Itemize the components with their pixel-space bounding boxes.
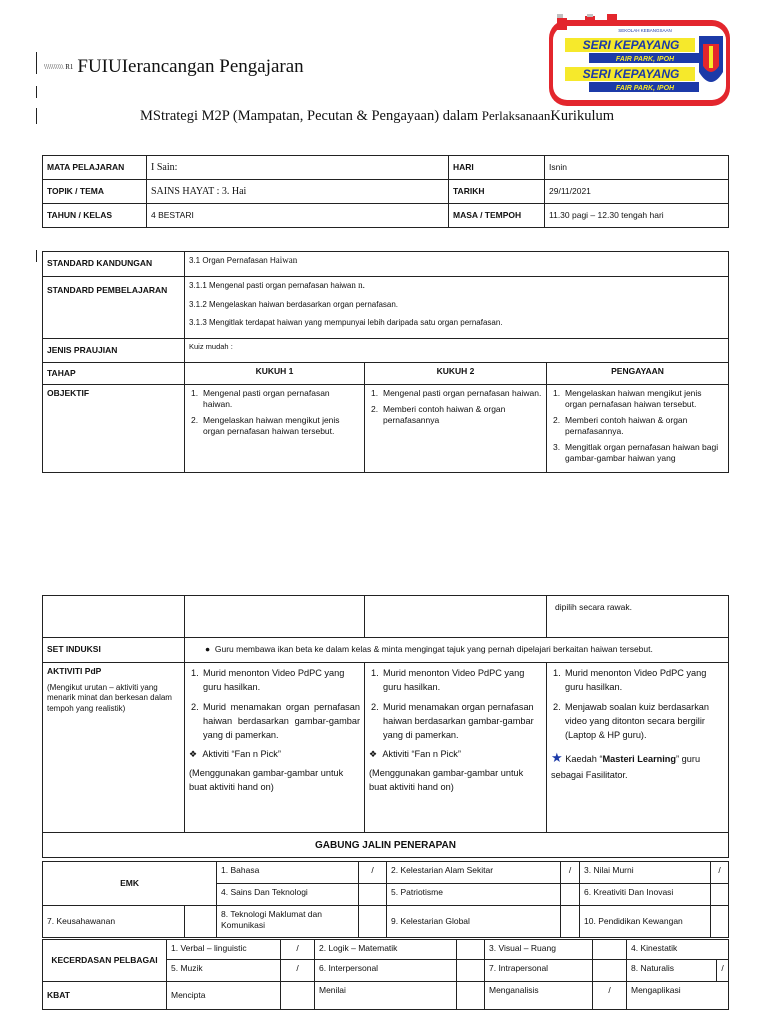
label-kecerdasan: KECERDASAN PELBAGAI xyxy=(43,940,167,982)
kp-item: 5. Muzik xyxy=(167,960,281,982)
emk-item: 8. Teknologi Maklumat dan Komunikasi xyxy=(217,906,359,938)
kp-item: 3. Visual – Ruang xyxy=(485,940,593,960)
label-mata-pelajaran: MATA PELAJARAN xyxy=(43,156,147,180)
info-table xyxy=(42,155,729,228)
kbat-item: Menilai xyxy=(315,982,457,1010)
diamond-icon: ❖ xyxy=(369,749,383,760)
doc-subtitle: MStrategi M2P (Mampatan, Pecutan & Pengayaan) dalam PerlaksanaanKurikulum xyxy=(140,108,614,124)
label-tahap: TAHAP xyxy=(43,363,185,385)
emk-table xyxy=(42,861,729,938)
kp-item: 8. Naturalis xyxy=(627,960,717,982)
label-emk: EMK xyxy=(43,862,217,906)
kp-item: 6. Interpersonal xyxy=(315,960,457,982)
kp-item: 4. Kinestatik xyxy=(627,940,729,960)
title-prefix: \\\\\\\\\\ R1 xyxy=(44,63,74,71)
kp-item: 2. Logik – Matematik xyxy=(315,940,457,960)
margin-bar xyxy=(36,108,37,124)
value-tarikh: 29/11/2021 xyxy=(545,180,729,204)
diamond-icon: ❖ xyxy=(189,749,203,760)
value-standard-pembelajaran: 3.1.1 Mengenal pasti organ pernafasan haiwan n. 3.1.2 Mengelaskan haiwan berdasarkan organ pernafasan. 3.1.3 Mengitlak terdapat haiwan yang mempunyai lebih daripada satu organ pernafasan. xyxy=(185,277,729,339)
emk-item: 3. Nilai Murni xyxy=(580,862,711,884)
cont-empty xyxy=(43,596,185,638)
label-objektif: OBJEKTIF xyxy=(43,385,185,473)
value-topik: SAINS HAYAT : 3. Hai xyxy=(147,180,449,204)
value-tahun: 4 BESTARI xyxy=(147,204,449,228)
value-jenis-praujian: Kuiz mudah : xyxy=(185,339,729,363)
cont-empty xyxy=(365,596,547,638)
tick-mark: / xyxy=(561,862,580,884)
margin-bar xyxy=(36,52,37,74)
label-topik: TOPIK / TEMA xyxy=(43,180,147,204)
cont-empty xyxy=(185,596,365,638)
label-tarikh: TARIKH xyxy=(449,180,545,204)
margin-bar xyxy=(36,86,37,98)
label-standard-kandungan: STANDARD KANDUNGAN xyxy=(43,252,185,277)
label-kbat: KBAT xyxy=(43,982,167,1010)
cont-text: dipilih secara rawak. xyxy=(547,596,729,638)
kbat-item: Menganalisis xyxy=(485,982,593,1010)
emk-item: 5. Patriotisme xyxy=(387,884,561,906)
level-kukuh-1: KUKUH 1 xyxy=(185,363,365,385)
logo-name: SERI KEPAYANG xyxy=(582,38,680,52)
bullet-icon: ● xyxy=(205,644,215,655)
star-icon: ★ xyxy=(551,750,563,766)
school-logo xyxy=(549,14,730,106)
aktiviti-kukuh-1: 1. Murid menonton Video PdPC yang guru hasilkan. 2. Murid menamakan organ pernafasan haiwan berdasarkan gambar-gambar yang di pamerkan. ❖ Aktiviti “Fan n Pick” (Menggunakan gambar-gambar untuk buat aktiviti hand on) xyxy=(185,663,365,833)
objektif-pengayaan: 1. Mengelaskan haiwan mengikut jenis organ pernafasan haiwan tersebut. 2. Memberi contoh haiwan & organ pernafasannya. 3. Mengitlak organ pernafasan haiwan bagi gambar-gambar haiwan yang xyxy=(547,385,729,473)
value-mata-pelajaran: I Sain: xyxy=(147,156,449,180)
level-kukuh-2: KUKUH 2 xyxy=(365,363,547,385)
logo-place: FAIR PARK, IPOH xyxy=(615,56,675,63)
label-standard-pembelajaran: STANDARD PEMBELAJARAN xyxy=(43,277,185,339)
value-standard-kandungan: 3.1 Organ Pernafasan Haiwan xyxy=(185,252,729,277)
value-masa: 11.30 pagi – 12.30 tengah hari xyxy=(545,204,729,228)
value-set-induksi: ● Guru membawa ikan beta ke dalam kelas & minta mengingat tajuk yang pernah dipelajari berkaitan haiwan tersebut. xyxy=(185,638,729,663)
emk-item: 10. Pendidikan Kewangan xyxy=(580,906,711,938)
kbat-item: Mencipta xyxy=(167,982,281,1010)
aktiviti-pengayaan: 1. Murid menonton Video PdPC yang guru hasilkan. 2. Menjawab soalan kuiz berdasarkan video yang ditonton secara bergilir (Laptop & HP guru). ★ Kaedah “Masteri Learning” guru sebagai Fasilitator. xyxy=(547,663,729,833)
page-title: FUIUIerancangan Pengajaran xyxy=(77,56,304,77)
tick-mark: / xyxy=(717,960,729,982)
emk-item: 6. Kreativiti Dan Inovasi xyxy=(580,884,711,906)
crest-icon xyxy=(699,36,723,82)
label-aktiviti: AKTIVITI PdP (Mengikut urutan – aktiviti yang menarik minat dan berkesan dalam tempoh yang realistik) xyxy=(43,663,185,833)
tick-mark: / xyxy=(359,862,387,884)
logo-line1: SEKOLAH KEBANGSAAN xyxy=(618,28,672,33)
tick-mark: / xyxy=(593,982,627,1010)
label-jenis-praujian: JENIS PRAUJIAN xyxy=(43,339,185,363)
aktiviti-kukuh-2: 1. Murid menonton Video PdPC yang guru hasilkan. 2. Murid menamakan organ pernafasan haiwan berdasarkan gambar-gambar yang di pamerkan. ❖ Aktiviti “Fan n Pick” (Menggunakan gambar-gambar untuk buat aktiviti hand on) xyxy=(365,663,547,833)
logo-name-2: SERI KEPAYANG xyxy=(582,67,680,81)
logo-place-2: FAIR PARK, IPOH xyxy=(615,85,675,92)
emk-item: 1. Bahasa xyxy=(217,862,359,884)
kp-item: 7. Intrapersonal xyxy=(485,960,593,982)
emk-item: 7. Keusahawanan xyxy=(43,906,185,938)
gabung-jalin-title: GABUNG JALIN PENERAPAN xyxy=(43,833,729,858)
activity-table xyxy=(42,595,729,858)
objektif-kukuh-1: 1. Mengenal pasti organ pernafasan haiwan. 2. Mengelaskan haiwan mengikut jenis organ pernafasan haiwan tersebut. xyxy=(185,385,365,473)
tick-mark: / xyxy=(281,940,315,960)
doc-title-row xyxy=(44,56,304,78)
tick-mark: / xyxy=(711,862,729,884)
margin-bar xyxy=(36,250,37,262)
label-hari: HARI xyxy=(449,156,545,180)
emk-item: 2. Kelestarian Alam Sekitar xyxy=(387,862,561,884)
kecerdasan-table xyxy=(42,939,729,1010)
kp-item: 1. Verbal – linguistic xyxy=(167,940,281,960)
label-set-induksi: SET INDUKSI xyxy=(43,638,185,663)
objektif-kukuh-2: 1. Mengenal pasti organ pernafasan haiwan. 2. Memberi contoh haiwan & organ pernafasannya xyxy=(365,385,547,473)
value-hari: Isnin xyxy=(545,156,729,180)
level-pengayaan: PENGAYAAN xyxy=(547,363,729,385)
kbat-item: Mengaplikasi xyxy=(627,982,729,1010)
standard-table xyxy=(42,251,729,473)
label-tahun: TAHUN / KELAS xyxy=(43,204,147,228)
tick-mark: / xyxy=(281,960,315,982)
label-masa: MASA / TEMPOH xyxy=(449,204,545,228)
emk-item: 4. Sains Dan Teknologi xyxy=(217,884,359,906)
emk-item: 9. Kelestarian Global xyxy=(387,906,561,938)
